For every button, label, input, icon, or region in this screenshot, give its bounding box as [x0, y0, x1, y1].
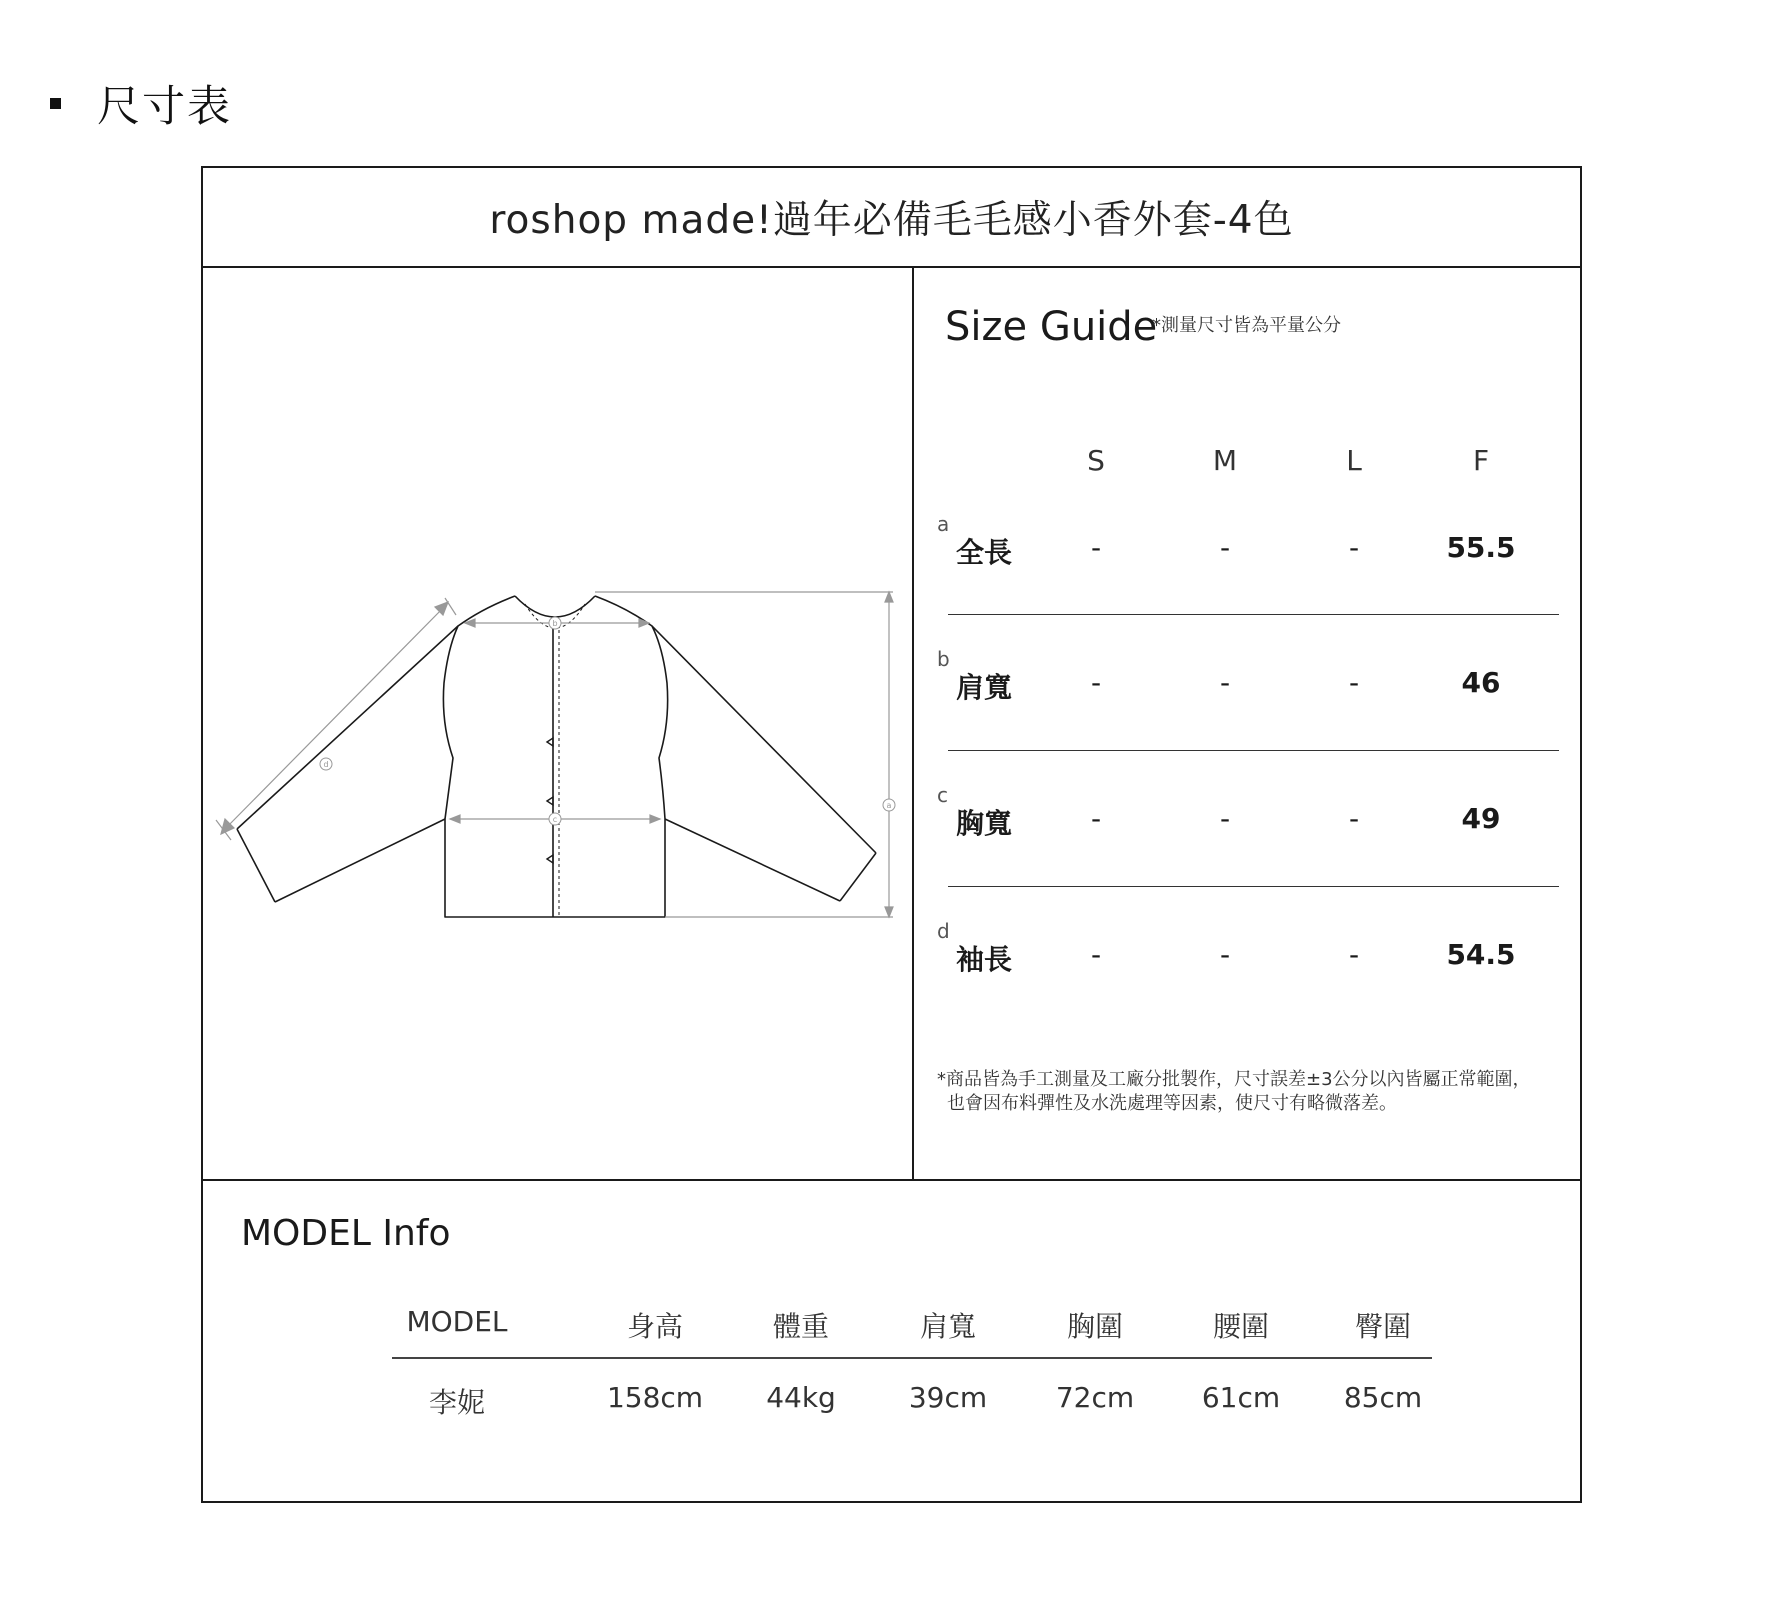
model-table-header: 臀圍 — [1354, 1310, 1411, 1343]
size-column-l: L — [1346, 444, 1362, 477]
cardigan-outline-icon — [203, 268, 912, 1179]
row-letter: a — [937, 512, 950, 536]
model-table-header: 身高 — [626, 1310, 683, 1343]
size-column-f: F — [1472, 444, 1490, 477]
square-bullet-icon — [50, 98, 61, 109]
size-cell: 54.5 — [1446, 938, 1516, 971]
size-column-m: M — [1212, 444, 1238, 477]
size-cell: - — [1348, 531, 1360, 564]
row-label: 肩寬 — [956, 671, 1013, 704]
row-letter: b — [937, 647, 950, 671]
measurement-footnote — [937, 1068, 1577, 1116]
model-table-header: 胸圍 — [1066, 1310, 1123, 1343]
size-cell: 55.5 — [1446, 531, 1516, 564]
row-divider — [948, 614, 1559, 615]
vertical-divider — [912, 266, 914, 1179]
model-table-header: 肩寬 — [919, 1310, 976, 1343]
size-cell: - — [1219, 938, 1231, 971]
footnote-line: 也會因布料彈性及水洗處理等因素，使尺寸有略微落差。 — [947, 1093, 1397, 1114]
model-table-header: MODEL — [406, 1305, 508, 1338]
row-label: 袖長 — [956, 943, 1013, 976]
svg-text:a: a — [886, 801, 892, 810]
product-title-row — [203, 168, 1580, 268]
model-table-divider — [392, 1357, 1432, 1359]
row-label: 全長 — [956, 536, 1013, 569]
size-cell: 49 — [1461, 802, 1501, 835]
row-letter: c — [937, 783, 948, 807]
size-cell: - — [1090, 531, 1102, 564]
model-table-header: 體重 — [772, 1310, 829, 1343]
section-header — [50, 78, 232, 132]
row-divider — [948, 750, 1559, 751]
size-cell: - — [1219, 666, 1231, 699]
svg-text:c: c — [552, 815, 558, 824]
size-chart-card — [201, 166, 1582, 1503]
size-cell: - — [1348, 666, 1360, 699]
size-cell: - — [1090, 802, 1102, 835]
size-cell: - — [1219, 531, 1231, 564]
row-label: 胸寬 — [956, 807, 1013, 840]
size-guide-note: *測量尺寸皆為平量公分 — [1152, 315, 1341, 336]
section-title: 尺寸表 — [97, 81, 232, 132]
size-cell: - — [1219, 802, 1231, 835]
svg-text:b: b — [552, 619, 558, 628]
cardigan-measurement-diagram — [203, 268, 912, 1179]
model-info-title: MODEL Info — [241, 1213, 451, 1254]
model-table-cell: 72cm — [1055, 1381, 1135, 1414]
size-cell: - — [1348, 938, 1360, 971]
model-table-cell: 158cm — [606, 1381, 704, 1414]
footnote-line: *商品皆為手工測量及工廠分批製作，尺寸誤差±3公分以內皆屬正常範圍， — [937, 1069, 1531, 1090]
size-cell: - — [1090, 938, 1102, 971]
size-cell: 46 — [1461, 666, 1501, 699]
model-section-divider — [203, 1179, 1580, 1181]
row-letter: d — [937, 919, 950, 943]
model-table-cell: 85cm — [1343, 1381, 1423, 1414]
row-divider — [948, 886, 1559, 887]
model-table-cell: 44kg — [766, 1381, 836, 1414]
product-title: roshop made!過年必備毛毛感小香外套-4色 — [489, 198, 1294, 243]
svg-text:d: d — [323, 760, 329, 769]
model-table-cell: 李妮 — [428, 1386, 485, 1419]
size-cell: - — [1090, 666, 1102, 699]
size-cell: - — [1348, 802, 1360, 835]
size-column-s: S — [1087, 444, 1105, 477]
model-table-header: 腰圍 — [1212, 1310, 1269, 1343]
model-table-cell: 39cm — [908, 1381, 988, 1414]
model-table-cell: 61cm — [1201, 1381, 1281, 1414]
size-guide-title: Size Guide — [945, 304, 1158, 350]
